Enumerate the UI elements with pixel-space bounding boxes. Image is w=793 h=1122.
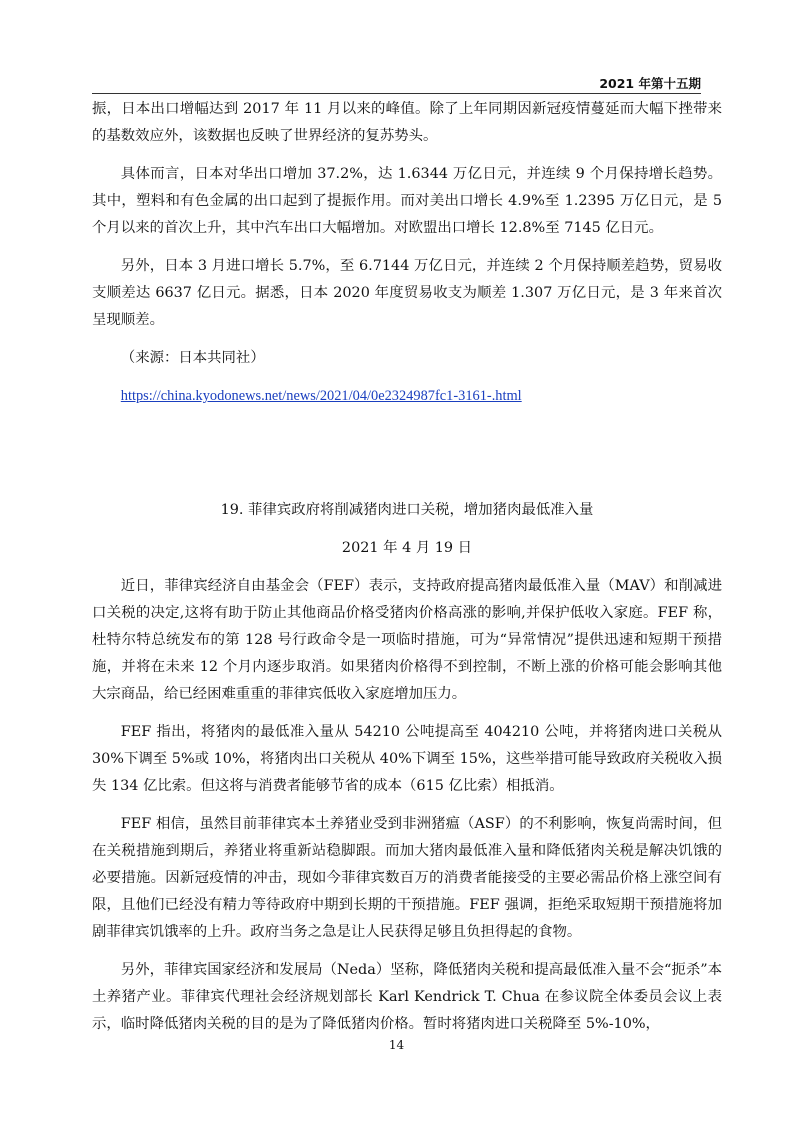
header-divider [92, 93, 701, 94]
article-paragraph-3: FEF 相信，虽然目前菲律宾本土养猪业受到非洲猪瘟（ASF）的不利影响，恢复尚需时间，但在关税措施到期后，养猪业将重新站稳脚跟。而加大猪肉最低准入量和降低猪肉关税是解决饥饿的必要措施。因新冠疫情的冲击，现如今菲律宾数百万的消费者能接受的主要必需品价格上涨空间有限，且他们已经没有精力等待政府中期到长期的干预措施。FEF 强调，拒绝采取短期干预措施将加剧菲律宾饥饿率的上升。政府当务之急是让人民获得足够且负担得起的食物。 [92, 816, 722, 940]
page-header [92, 74, 701, 92]
source-note: （来源：日本共同社） [120, 350, 265, 366]
article-paragraph-1: 近日，菲律宾经济自由基金会（FEF）表示，支持政府提高猪肉最低准入量（MAV）和削减进口关税的决定,这将有助于防止其他商品价格受猪肉价格高涨的影响,并保护低收入家庭。FEF 称，杜特尔特总统发布的第 128 号行政命令是一项临时措施，可为“异常情况”提供迅速和短期干预措施，并将在未来 12 个月内逐步取消。如果猪肉价格得不到控制，不断上涨的价格可能会影响其他大宗商品，给已经困难重重的菲律宾低收入家庭增加压力。 [92, 578, 722, 702]
document-body [92, 96, 722, 1038]
paragraph-japan-imports: 另外，日本 3 月进口增长 5.7%，至 6.7144 万亿日元，并连续 2 个月保持顺差趋势，贸易收支顺差达 6637 亿日元。据悉，日本 2020 年度贸易收支为顺差 1.307 万亿日元，是 3 年来首次呈现顺差。 [92, 258, 722, 328]
issue-label: 2021 年第十五期 [599, 76, 701, 91]
article-paragraph-4: 另外，菲律宾国家经济和发展局（Neda）坚称，降低猪肉关税和提高最低准入量不会“扼杀”本土养猪产业。菲律宾代理社会经济规划部长 Karl Kendrick T. Chua 在参议院全体委员会议上表示，临时降低猪肉关税的目的是为了降低猪肉价格。暂时将猪肉进口关税降至 5%-10%， [92, 962, 722, 1032]
page-number: 14 [388, 1038, 405, 1052]
source-link[interactable]: https://china.kyodonews.net/news/2021/04/0e2324987fc1-3161-.html [120, 388, 522, 404]
article-paragraph-2: FEF 指出，将猪肉的最低准入量从 54210 公吨提高至 404210 公吨，并将猪肉进口关税从 30%下调至 5%或 10%，将猪肉出口关税从 40%下调至 15%，这些举措可能导致政府关税收入损失 134 亿比索。但这将与消费者能够节省的成本（615 亿比索）相抵消。 [92, 724, 722, 794]
article-date: 2021 年 4 月 19 日 [341, 540, 473, 556]
article-title: 19. 菲律宾政府将削减猪肉进口关税，增加猪肉最低准入量 [220, 502, 594, 518]
paragraph-japan-exports: 具体而言，日本对华出口增加 37.2%，达 1.6344 万亿日元，并连续 9 个月保持增长趋势。其中，塑料和有色金属的出口起到了提振作用。而对美出口增长 4.9%至 1.2395 万亿日元，是 5 个月以来的首次上升，其中汽车出口大幅增加。对欧盟出口增长 12.8%至 7145 亿日元。 [92, 166, 722, 236]
continued-paragraph: 振，日本出口增幅达到 2017 年 11 月以来的峰值。除了上年同期因新冠疫情蔓延而大幅下挫带来的基数效应外，该数据也反映了世界经济的复苏势头。 [92, 101, 722, 144]
